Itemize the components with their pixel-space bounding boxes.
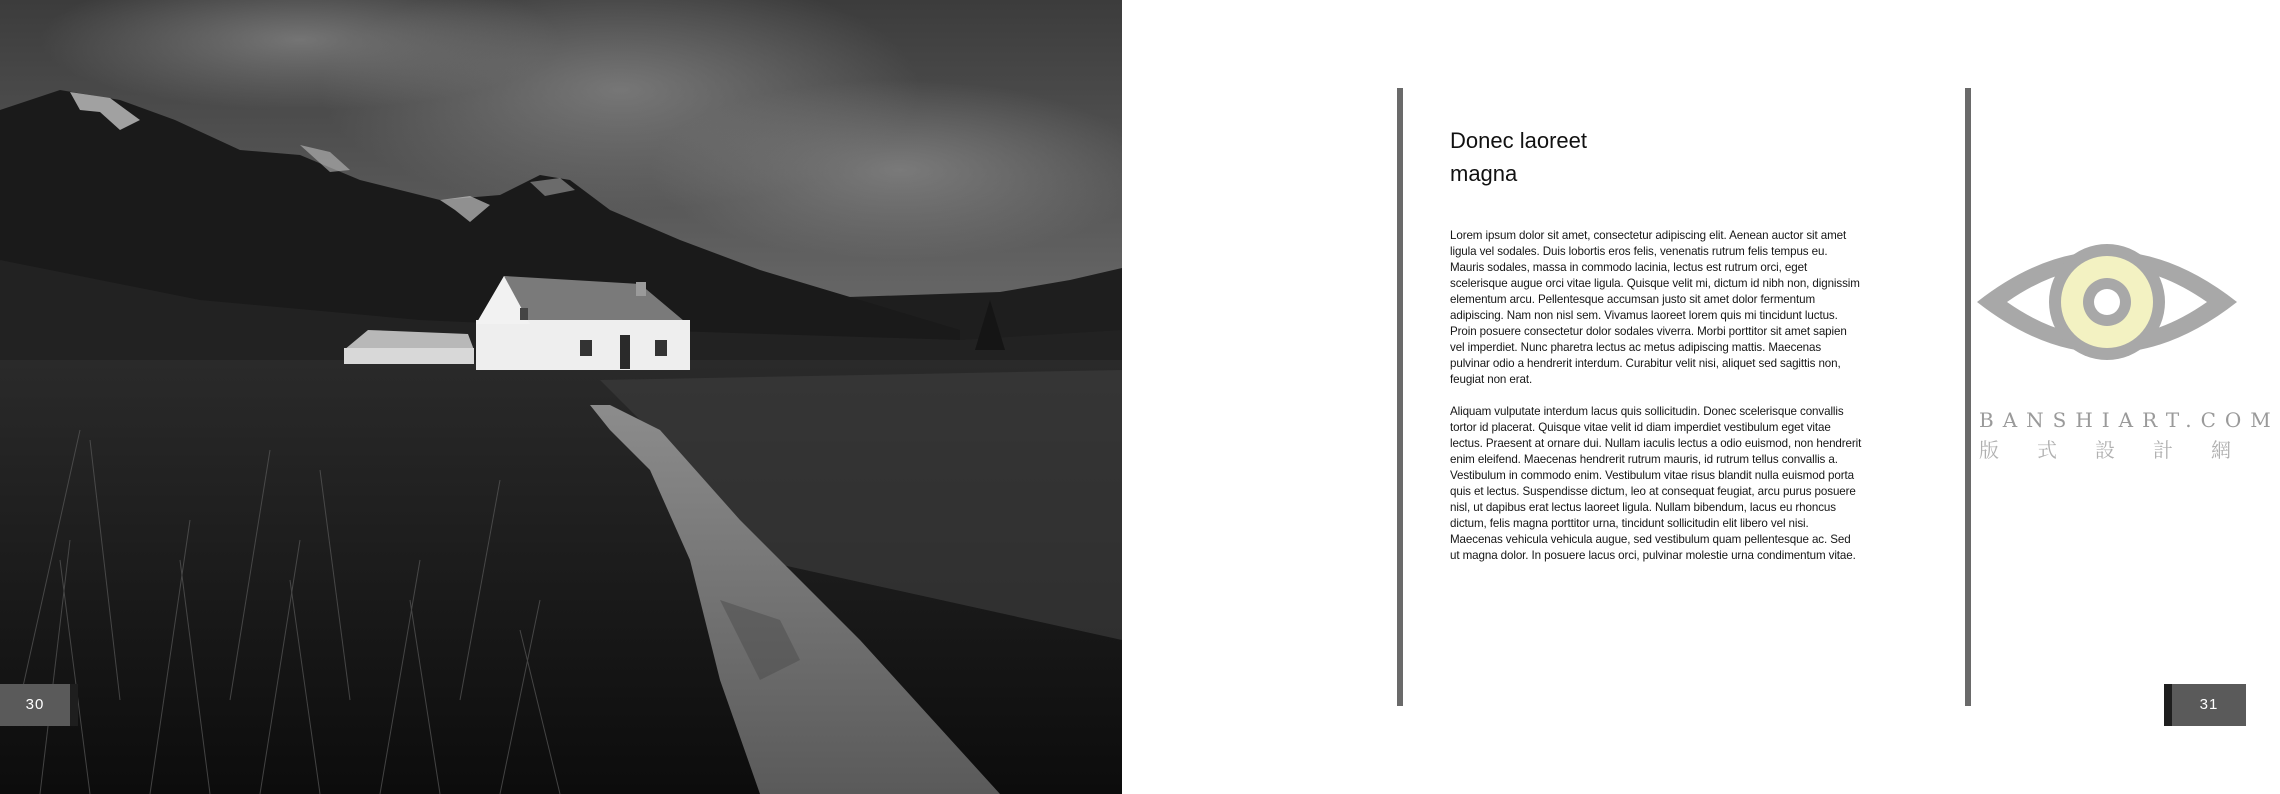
vertical-rule-left bbox=[1397, 88, 1403, 706]
cottage-photo bbox=[0, 0, 1122, 794]
page-number-right: 31 bbox=[2172, 684, 2246, 726]
watermark-chinese: 版式設計網 bbox=[1979, 438, 2269, 462]
paragraph-2: Aliquam vulputate interdum lacus quis sollicitudin. Donec scelerisque convallis tortor id placerat. Quisque vitae velit id diam imperdiet vestibulum eget vitae lectus. Praesent at ornare dui. Nullam iaculis lectus a odio euismod, non hendrerit enim eleifend. Maecenas hendrerit rutrum mauris, id rutrum tellus convallis a. Vestibulum in commodo enim. Vestibulum vitae risus blandit nulla euismod porta quis et lectus. Suspendisse dictum, leo at consequat feugiat, arcu purus posuere nisl, ut dapibus erat lectus laoreet ligula. Nullam bibendum, lacus eu rhoncus dictum, felis magna porttitor urna, tincidunt sollicitudin elit libero vel nisi. Maecenas vehicula vehicula augue, sed vestibulum quam pellentesque ac. Sed ut magna dolor. In posuere lacus orci, pulvinar molestie urna condimentum vitae. bbox=[1450, 405, 1862, 562]
text-page bbox=[1122, 0, 2280, 794]
article-heading: Donec laoreet magna bbox=[1450, 128, 1587, 186]
paragraph-1: Lorem ipsum dolor sit amet, consectetur adipiscing elit. Aenean auctor sit amet ligula vel sodales. Duis lobortis eros felis, venenatis rutrum felis tempus eu. Mauris sodales, massa in commodo lacinia, lectus est rutrum orci, eget scelerisque augue orci vitae ligula. Quisque velit mi, dictum id nibh non, dignissim elementum arcu. Pellentesque accumsan justo sit amet dolor fermentum adipiscing. Nam non nisl sem. Vivamus laoreet lorem quis mi tincidunt luctus. Proin posuere consectetur dolor sodales viverra. Morbi porttitor sit amet sapien vel imperdiet. Nunc pharetra lectus ac metus adipiscing mattis. Maecenas pulvinar odio a hendrerit interdum. Curabitur velit nisi, aliquet sed sagittis non, feugiat non erat. bbox=[1450, 229, 1860, 386]
landscape-illustration bbox=[0, 0, 1122, 794]
watermark bbox=[1967, 210, 2280, 470]
page-number-left: 30 bbox=[0, 684, 70, 726]
watermark-text: BANSHIART.COM bbox=[1979, 408, 2280, 432]
article bbox=[1450, 124, 1862, 564]
eye-logo-icon bbox=[1967, 210, 2246, 400]
